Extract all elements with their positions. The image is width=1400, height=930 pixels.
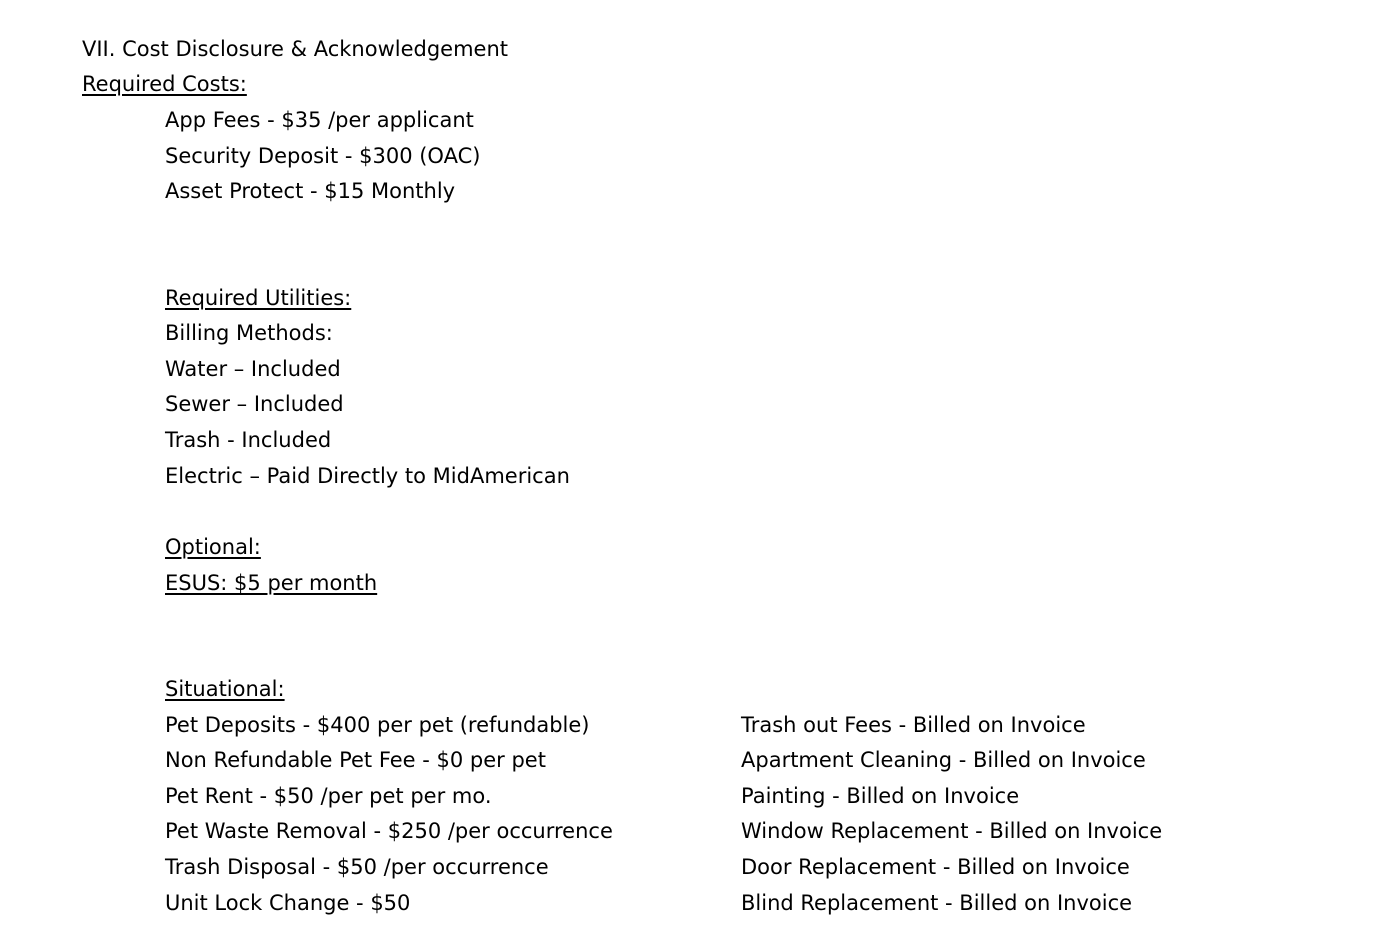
situational-left-item: Trash Disposal - $50 /per occurrence — [165, 855, 549, 879]
utility-item: Trash - Included — [165, 428, 332, 452]
utility-item: Water – Included — [165, 357, 341, 381]
situational-right-item: Blind Replacement - Billed on Invoice — [741, 891, 1133, 915]
situational-left-item: Pet Deposits - $400 per pet (refundable) — [165, 713, 590, 737]
optional-item: ESUS: $5 per month — [165, 571, 378, 595]
situational-right-item: Door Replacement - Billed on Invoice — [741, 855, 1130, 879]
required-costs-label: Required Costs: — [82, 72, 247, 96]
situational-left-item: Non Refundable Pet Fee - $0 per pet — [165, 748, 546, 772]
situational-right-item: Apartment Cleaning - Billed on Invoice — [741, 748, 1146, 772]
situational-right-item: Window Replacement - Billed on Invoice — [741, 819, 1163, 843]
optional-label: Optional: — [165, 535, 261, 559]
required-cost-item: Asset Protect - $15 Monthly — [165, 179, 456, 203]
situational-left-item: Unit Lock Change - $50 — [165, 891, 411, 915]
situational-label: Situational: — [165, 677, 285, 701]
required-cost-item: App Fees - $35 /per applicant — [165, 108, 474, 132]
required-utilities-label: Required Utilities: — [165, 286, 352, 310]
utility-item: Electric – Paid Directly to MidAmerican — [165, 464, 570, 488]
situational-right-item: Trash out Fees - Billed on Invoice — [741, 713, 1086, 737]
utility-item: Billing Methods: — [165, 321, 333, 345]
required-cost-item: Security Deposit - $300 (OAC) — [165, 144, 481, 168]
situational-left-item: Pet Rent - $50 /per pet per mo. — [165, 784, 492, 808]
situational-right-item: Painting - Billed on Invoice — [741, 784, 1020, 808]
section-heading: VII. Cost Disclosure & Acknowledgement — [82, 37, 508, 61]
situational-left-item: Pet Waste Removal - $250 /per occurrence — [165, 819, 613, 843]
utility-item: Sewer – Included — [165, 392, 344, 416]
